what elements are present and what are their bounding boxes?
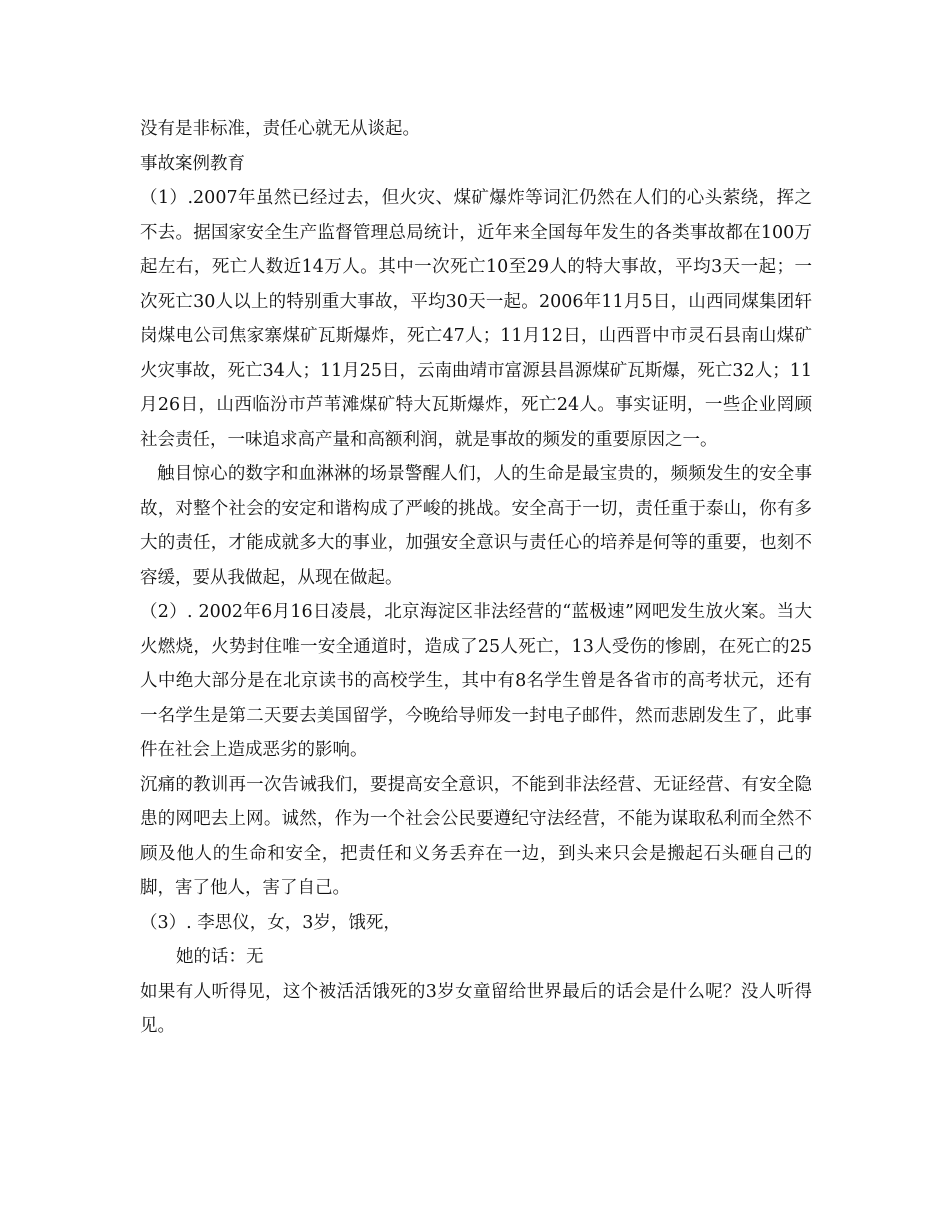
case-3-quote: 她的话：无: [176, 947, 264, 967]
case-2-paragraph: （2）. 2002年6月16日凌晨，北京海淀区非法经营的“蓝极速”网吧发生放火案。当大火燃烧，火势封住唯一安全通道时，造成了25人死亡，13人受伤的惨剧，在死亡的25人中绝大部分是在北京读书的高校学生，其中有8名学生曾是各省市的高考状元，还有一名学生是第二天要去美国留学，今晚给导师发一封电子邮件，然而悲剧发生了，此事件在社会上造成恶劣的影响。: [140, 602, 812, 760]
section-heading: 事故案例教育: [140, 153, 245, 174]
case-1-reflection: 触目惊心的数字和血淋淋的场景警醒人们，人的生命是最宝贵的，频频发生的安全事故，对整个社会的安定和谐构成了严峻的挑战。安全高于一切，责任重于泰山，你有多大的责任，才能成就多大的事业，加强安全意识与责任心的培养是何等的重要，也刻不容缓，要从我做起，从现在做起。: [140, 464, 812, 588]
case-3-heading: （3）. 李思仪，女，3岁，饿死，: [140, 912, 401, 933]
case-2-reflection: 沉痛的教训再一次告诫我们，要提高安全意识，不能到非法经营、无证经营、有安全隐患的网吧去上网。诚然，作为一个社会公民要遵纪守法经营，不能为谋取私利而全然不顾及他人的生命和安全，把责任和义务丢弃在一边，到头来只会是搬起石头砸自己的脚，害了他人，害了自己。: [140, 774, 812, 898]
document-body: [140, 112, 812, 1044]
case-1-paragraph: （1）.2007年虽然已经过去，但火灾、煤矿爆炸等词汇仍然在人们的心头萦绕，挥之不去。据国家安全生产监督管理总局统计，近年来全国每年发生的各类事故都在100万起左右，死亡人数近14万人。其中一次死亡10至29人的特大事故，平均3天一起；一次死亡30人以上的特别重大事故，平均30天一起。2006年11月5日，山西同煤集团轩岗煤电公司焦家寨煤矿瓦斯爆炸，死亡47人；11月12日，山西晋中市灵石县南山煤矿火灾事故，死亡34人；11月25日，云南曲靖市富源县昌源煤矿瓦斯爆，死亡32人；11月26日，山西临汾市芦苇滩煤矿特大瓦斯爆炸，死亡24人。事实证明，一些企业罔顾社会责任，一味追求高产量和高额利润，就是事故的频发的重要原因之一。: [140, 188, 812, 450]
case-3-paragraph: 如果有人听得见，这个被活活饿死的3岁女童留给世界最后的话会是什么呢？没人听得见。: [140, 981, 812, 1036]
paragraph-intro-end: 没有是非标准，责任心就无从谈起。: [140, 119, 420, 139]
